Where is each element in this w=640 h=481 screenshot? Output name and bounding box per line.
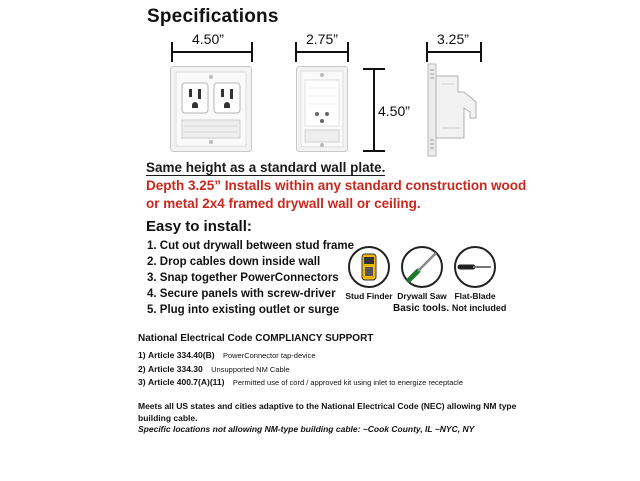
width-main-tick-left: [171, 42, 173, 62]
install-step: 4. Secure panels with screw-driver: [147, 288, 336, 300]
depth-line: [427, 51, 481, 53]
install-step: 2. Drop cables down inside wall: [147, 256, 321, 268]
single-gang-plate-image: [296, 66, 348, 152]
basic-tools-caption: [393, 303, 506, 314]
width-single-tick-left: [295, 42, 297, 62]
nec-specific-locations: Specific locations not allowing NM-type building cable: ~Cook County, IL ~NYC, NY: [138, 424, 475, 434]
article-description: Unsupported NM Cable: [211, 364, 290, 374]
height-tick-top: [363, 68, 385, 70]
width-main-label: 4.50”: [192, 31, 224, 47]
width-single-label: 2.75”: [306, 31, 338, 47]
nec-articles-list: [138, 349, 463, 390]
nec-article-row: [138, 363, 463, 377]
depth-statement-line1: Depth 3.25” Installs within any standard construction wood: [146, 178, 527, 193]
depth-tick-right: [480, 42, 482, 62]
depth-statement-line2: or metal 2x4 framed drywall wall or ceiling.: [146, 196, 421, 211]
height-label: 4.50”: [378, 103, 410, 119]
tool-label-flat-blade: Flat-Blade: [454, 291, 496, 301]
article-code: Article 334.30: [147, 363, 203, 374]
tool-label-stud-finder: Stud Finder: [345, 291, 393, 301]
article-code: Article 400.7(A)(11): [147, 377, 225, 387]
same-height-text: Same height as a standard wall plate.: [146, 160, 386, 175]
article-code: Article 334.40(B): [147, 350, 215, 360]
height-tick-bottom: [363, 150, 385, 152]
install-step: 5. Plug into existing outlet or surge: [147, 304, 340, 316]
drywall-saw-icon: [400, 245, 444, 289]
stud-finder-icon: [347, 245, 391, 289]
height-line: [373, 68, 375, 152]
flat-blade-screwdriver-icon: [453, 245, 497, 289]
article-description: Permitted use of cord / approved kit using inlet to energize receptacle: [232, 378, 463, 387]
side-profile-image: [424, 62, 484, 158]
page-title: Specifications: [147, 6, 279, 27]
nec-meets-statement: Meets all US states and cities adaptive to the National Electrical Code (NEC) allowing NM type building cable.: [138, 401, 517, 423]
width-single-tick-right: [347, 42, 349, 62]
basic-tools-note: Not included: [451, 303, 507, 313]
width-main-line: [172, 51, 252, 53]
width-main-tick-right: [251, 42, 253, 62]
double-gang-plate-image: [170, 66, 252, 152]
article-number: 3): [138, 377, 146, 387]
article-number: 1): [138, 350, 146, 360]
tool-label-drywall-saw: Drywall Saw: [397, 291, 447, 301]
basic-tools-bold: Basic tools.: [393, 303, 450, 314]
same-height-statement: [146, 160, 385, 175]
width-single-line: [296, 51, 348, 53]
depth-label: 3.25”: [437, 31, 469, 47]
nec-article-row: [138, 349, 463, 363]
install-heading: Easy to install:: [146, 218, 252, 235]
depth-tick-left: [426, 42, 428, 62]
install-steps-list: [147, 238, 354, 318]
nec-heading: National Electrical Code COMPLIANCY SUPPORT: [138, 333, 374, 344]
article-description: PowerConnector tap-device: [222, 351, 316, 360]
install-step: 1. Cut out drywall between stud frame: [147, 240, 355, 252]
install-step: 3. Snap together PowerConnectors: [147, 272, 339, 284]
nec-article-row: [138, 376, 463, 390]
article-number: 2): [138, 363, 146, 374]
